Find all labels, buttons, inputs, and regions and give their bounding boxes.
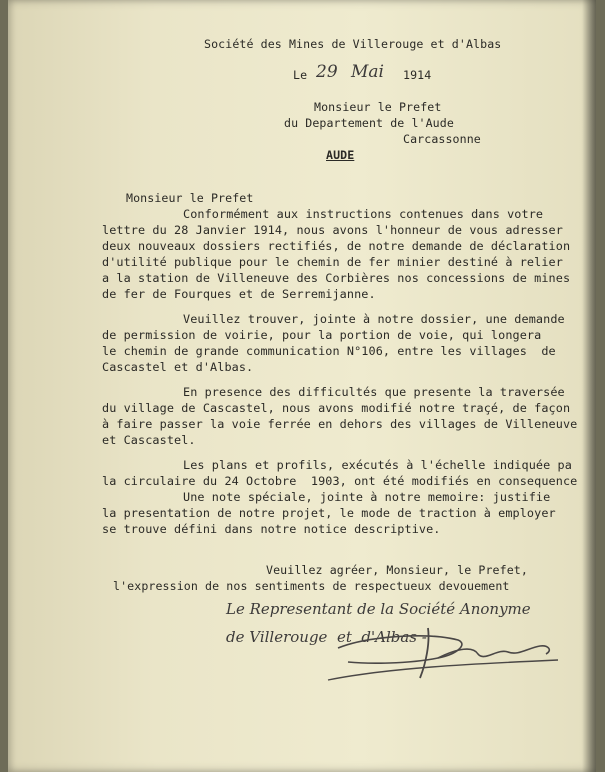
body-line: lettre du 28 Janvier 1914, nous avons l'honneur de vous adresser — [102, 223, 563, 237]
body-line: la circulaire du 24 Octobre 1903, ont été modifiés en consequence — [102, 474, 578, 488]
body-line: et Cascastel. — [102, 433, 196, 447]
letter-page — [8, 0, 596, 772]
recipient-department: du Departement de l'Aude — [284, 116, 454, 130]
body-line: Les plans et profils, exécutés à l'échelle indiquée pa — [183, 458, 572, 472]
body-line: d'utilité publique pour le chemin de fer minier destiné à relier — [102, 255, 563, 269]
body-line: la presentation de notre projet, le mode de traction à employer — [102, 506, 556, 520]
recipient-city: Carcassonne — [403, 132, 481, 146]
body-line: En presence des difficultés que presente la traversée — [183, 385, 565, 399]
closing-line: l'expression de nos sentiments de respectueux devouement — [113, 579, 510, 593]
body-line: du village de Cascastel, nous avons modifié notre traçé, de façon — [102, 401, 571, 415]
date-prefix: Le — [293, 68, 308, 82]
body-line: Cascastel et d'Albas. — [102, 360, 254, 374]
body-line: se trouve défini dans notre notice descriptive. — [102, 522, 441, 536]
body-line: Conformément aux instructions contenues dans votre — [183, 207, 544, 221]
body-line: deux nouveaux dossiers rectifiés, de notre demande de déclaration — [102, 239, 571, 253]
body-line: a la station de Villeneuve des Corbières nos concessions de mines — [102, 271, 571, 285]
closing-line: Veuillez agréer, Monsieur, le Prefet, — [266, 563, 528, 577]
handwritten-company: de Villerouge et d'Albas - — [226, 628, 427, 646]
body-line: Une note spéciale, jointe à notre memoire: justifie — [183, 490, 551, 504]
recipient-department-caps: AUDE — [326, 148, 355, 162]
body-line: de permission de voirie, pour la portion de voie, qui longera — [102, 328, 542, 342]
body-line: le chemin de grande communication N°106, entre les villages de — [102, 344, 556, 358]
signature-scrawl — [308, 618, 568, 698]
body-line: de fer de Fourques et de Serremijanne. — [102, 287, 376, 301]
handwritten-representative: Le Representant de la Société Anonyme — [226, 600, 531, 618]
page-shadow — [582, 0, 596, 772]
date-year: 1914 — [403, 68, 432, 82]
date-month: Mai — [351, 62, 384, 82]
salutation: Monsieur le Prefet — [126, 191, 254, 205]
body-line: à faire passer la voie ferrée en dehors des villages de Villeneuve — [102, 417, 578, 431]
body-line: Veuillez trouver, jointe à notre dossier, une demande — [183, 312, 565, 326]
date-day: 29 — [316, 62, 338, 82]
letterhead: Société des Mines de Villerouge et d'Albas — [204, 37, 502, 51]
recipient-name: Monsieur le Prefet — [314, 100, 442, 114]
